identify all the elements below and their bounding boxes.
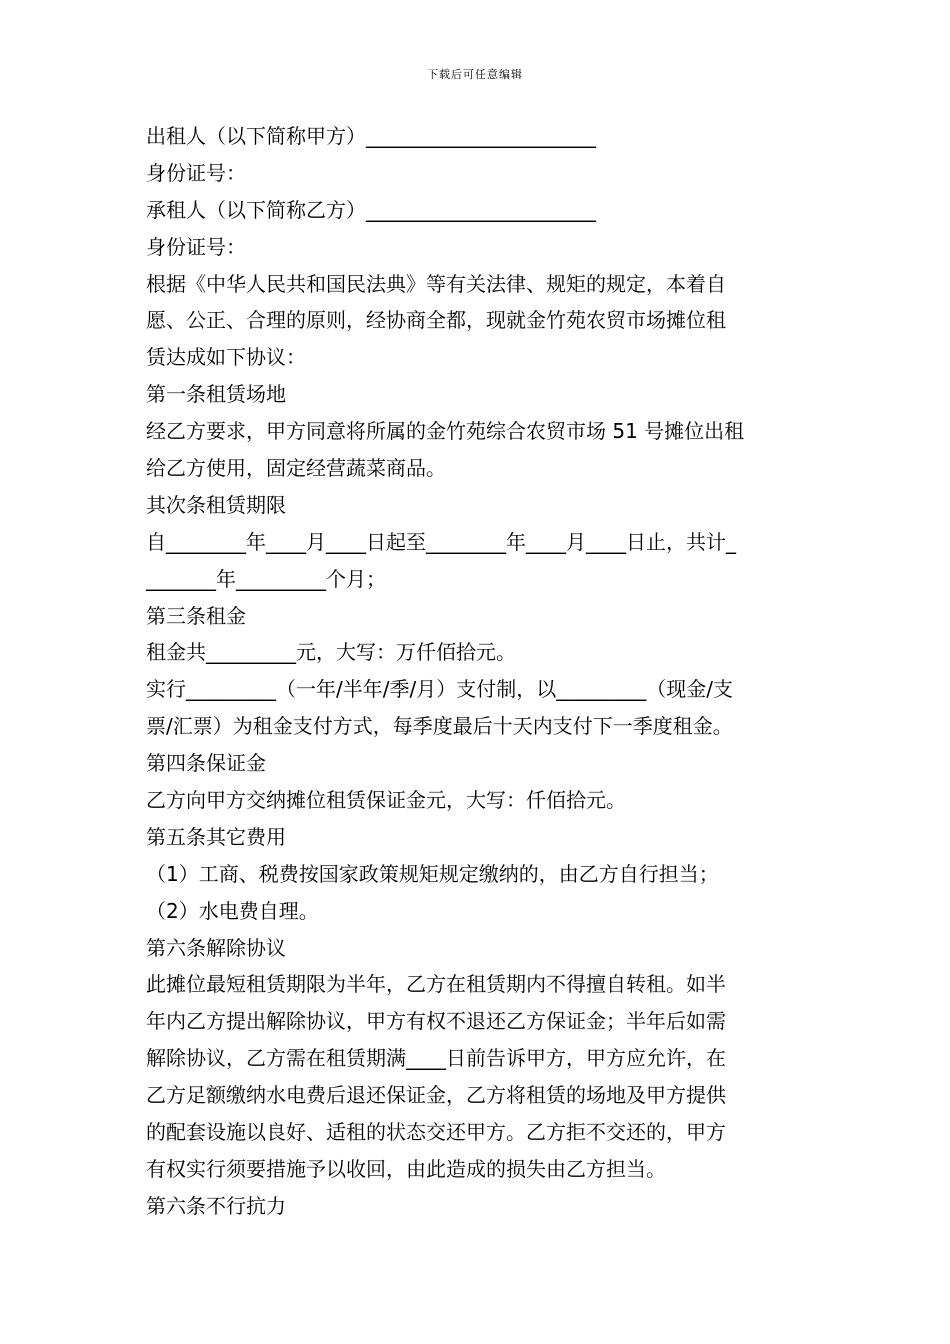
- article-2-text-1: 自________年____月____日起至________年____月____日止，共计_: [146, 529, 736, 554]
- article-1-text-2: 给乙方使用，固定经营蔬菜商品。: [146, 456, 446, 481]
- article-3-heading: 第三条租金: [146, 603, 246, 628]
- article-1-heading: 第一条租赁场地: [146, 382, 286, 407]
- article-6-text-5: 的配套设施以良好、适租的状态交还甲方。乙方拒不交还的，甲方: [146, 1120, 726, 1145]
- article-5-heading: 第五条其它费用: [146, 824, 286, 849]
- preamble-line-1: 根据《中华人民共和国民法典》等有关法律、规矩的规定，本着自: [146, 271, 726, 296]
- article-2-heading: 其次条租赁期限: [146, 492, 286, 517]
- article-5-item-1: （1）工商、税费按国家政策规矩规定缴纳的，由乙方自行担当；: [146, 861, 719, 886]
- preamble-line-3: 赁达成如下协议：: [146, 345, 306, 370]
- article-3-text-3: 票/汇票）为租金支付方式，每季度最后十天内支付下一季度租金。: [146, 714, 733, 739]
- lessor-id-line: 身份证号：: [146, 160, 246, 185]
- article-6-text-4: 乙方足额缴纳水电费后退还保证金，乙方将租赁的场地及甲方提供: [146, 1083, 726, 1108]
- preamble-line-2: 愿、公正、合理的原则，经协商全都，现就金竹苑农贸市场摊位租: [146, 308, 726, 333]
- article-4-text-1: 乙方向甲方交纳摊位租赁保证金元，大写：仟佰拾元。: [146, 788, 626, 813]
- article-2-text-2: _______年_________个月；: [146, 566, 386, 591]
- article-6-heading: 第六条解除协议: [146, 935, 286, 960]
- article-1-text-1: 经乙方要求，甲方同意将所属的金竹苑综合农贸市场 51 号摊位出租: [146, 419, 745, 444]
- article-force-majeure-heading: 第六条不行抗力: [146, 1193, 286, 1218]
- article-4-heading: 第四条保证金: [146, 751, 266, 776]
- article-6-text-3: 解除协议，乙方需在租赁期满____日前告诉甲方，甲方应允许，在: [146, 1046, 726, 1071]
- lessee-id-line: 身份证号：: [146, 234, 246, 259]
- page-header-note: 下载后可任意编辑: [427, 68, 523, 81]
- article-3-text-2: 实行_________（一年/半年/季/月）支付制，以_________（现金/支: [146, 677, 733, 702]
- article-6-text-2: 年内乙方提出解除协议，甲方有权不退还乙方保证金；半年后如需: [146, 1009, 726, 1034]
- article-6-text-6: 有权实行须要措施予以收回，由此造成的损失由乙方担当。: [146, 1156, 666, 1181]
- article-6-text-1: 此摊位最短租赁期限为半年，乙方在租赁期内不得擅自转租。如半: [146, 972, 726, 997]
- article-5-item-2: （2）水电费自理。: [146, 898, 319, 923]
- article-3-text-1: 租金共_________元，大写：万仟佰拾元。: [146, 640, 516, 665]
- contract-body: [146, 118, 812, 1225]
- lessor-line: 出租人（以下简称甲方）_______________________: [146, 124, 596, 148]
- lessee-line: 承租人（以下简称乙方）_______________________: [146, 197, 596, 222]
